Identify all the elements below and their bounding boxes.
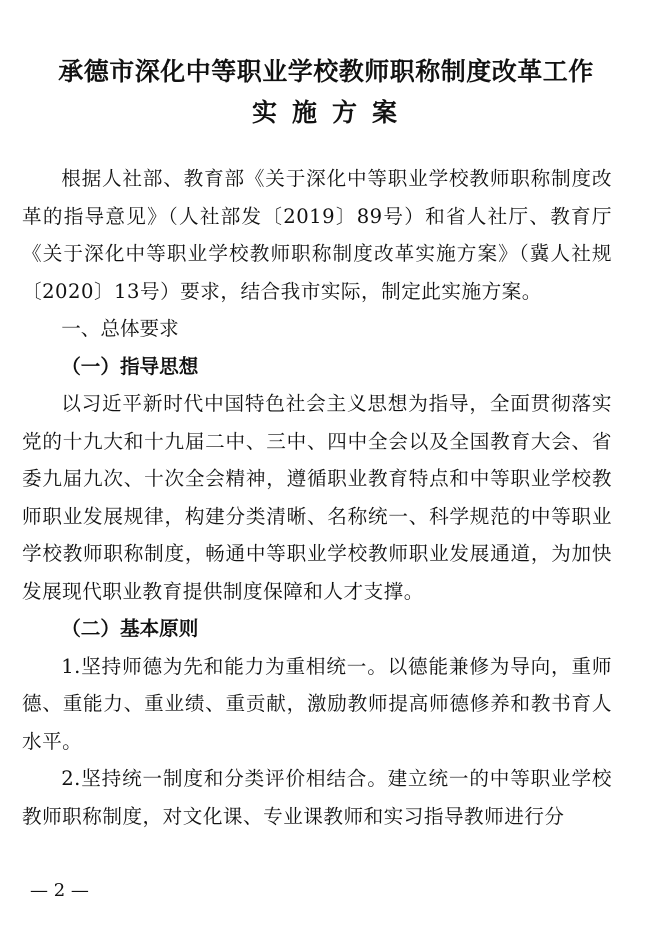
page-number: — 2 — [30,880,89,901]
document-body [22,160,612,835]
section-heading-general-requirements: 一、总体要求 [61,317,179,340]
document-title-line-2: 实施方案 [251,98,412,127]
subsection-heading-basic-principles: （二）基本原则 [61,617,199,640]
paragraph-principle-2: 2.坚持统一制度和分类评价相结合。建立统一的中等职业学校教师职称制度，对文化课、专业课教师和实习指导教师进行分 [22,767,612,828]
document-title-line-1: 承德市深化中等职业学校教师职称制度改革工作 [58,57,594,86]
paragraph-intro: 根据人社部、教育部《关于深化中等职业学校教师职称制度改革的指导意见》（人社部发〔2019〕89号）和省人社厅、教育厅《关于深化中等职业学校教师职称制度改革实施方案》（冀人社规〔2020〕13号）要求，结合我市实际，制定此实施方案。 [22,167,612,303]
subsection-heading-guiding-ideology: （一）指导思想 [61,354,199,378]
paragraph-guiding-ideology: 以习近平新时代中国特色社会主义思想为指导，全面贯彻落实党的十九大和十九届二中、三中、四中全会以及全国教育大会、省委九届九次、十次全会精神，遵循职业教育特点和中等职业学校教师职业发展规律，构建分类清晰、名称统一、科学规范的中等职业学校教师职称制度，畅通中等职业学校教师职业发展通道，为加快发展现代职业教育提供制度保障和人才支撑。 [22,392,612,603]
paragraph-principle-1: 1.坚持师德为先和能力为重相统一。以德能兼修为导向，重师德、重能力、重业绩、重贡献，激励教师提高师德修养和教书育人水平。 [22,654,612,753]
